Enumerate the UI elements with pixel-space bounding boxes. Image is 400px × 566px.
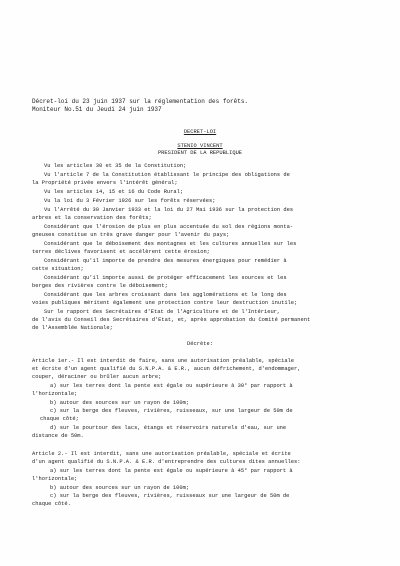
- preamble-line: Considérant qu'il importe de prendre des mesures énergiques pour remédier à: [44, 258, 287, 264]
- article2-item: c) sur la berge des fleuves, rivières, ruisseaux sur une largeur de 50m de: [50, 493, 290, 499]
- article2-item: a) sur les terres dont la pente est égale ou supérieure à 45° par rapport à: [50, 468, 293, 474]
- preamble-line: Vu l'article 7 de la Constitution établissant le principe des obligations de: [44, 172, 290, 178]
- article2-line: l'horizontale;: [32, 476, 78, 482]
- preamble-line: Vu l'Arrêté du 30 Janvier 1933 et la loi du 27 Mai 1936 sur la protection des: [44, 207, 294, 213]
- preamble-line: Considérant que les arbres croissant dans les agglomérations et le long des: [44, 292, 287, 298]
- article1-line: Article 1er.- Il est interdit de faire, sans une autorisation préalable, spéciale: [32, 358, 295, 364]
- article2-line: Article 2.- Il est interdit, sans une autorisation préalable, spéciale et écrite: [32, 451, 291, 457]
- preamble-line: voies publiques méritent également une protection contre leur destruction inutile;: [32, 300, 298, 306]
- preamble-line: terres déclives favorisent et accélèrent cette érosion;: [32, 249, 210, 255]
- article1-item: d) sur le pourtour des lacs, étangs et réservoirs naturels d'eau, sur une: [50, 425, 287, 431]
- article1-line: couper, déraciner ou brûler aucun arbre;: [32, 374, 162, 380]
- article1-line: et écrite d'un agent qualifié du S.N.P.A. & E.R., aucun défrichement, d'endommager,: [32, 366, 301, 372]
- president-office: PRESIDENT DE LA REPUBLIQUE: [157, 150, 243, 156]
- preamble-line: la Propriété privée envers l'intérêt général;: [32, 180, 178, 186]
- preamble-line: de l'avis du Conseil des Secrétaires d'Etat, et, après approbation du Comité permanent: [32, 317, 311, 323]
- article2-line: d'un agent qualifié du S.N.P.A. & E.R. d'entreprendre des cultures dites annuelles:: [32, 459, 301, 465]
- preamble-line: Considérant que l'érosion de plus en plus accentuée du sol des régions monta-: [44, 224, 294, 230]
- decrete-heading: Décrète:: [187, 341, 213, 347]
- preamble-line: Vu les articles 14, 15 et 16 du Code Rural;: [44, 189, 184, 195]
- preamble-line: berges des rivières contre le déboisement;: [32, 283, 168, 289]
- article1-item: a) sur les terres dont la pente est égale ou supérieure à 30° par rapport à: [50, 383, 293, 389]
- article1-item: c) sur la berge des fleuves, rivières, ruisseaux, sur une largeur de 50m de: [50, 408, 293, 414]
- article2-line: chaque côté.: [32, 501, 71, 507]
- header-decree-line: Décret-loi du 23 juin 1937 sur la réglementation des forêts.: [32, 98, 249, 105]
- article1-line: l'horizontale;: [32, 391, 78, 397]
- decree-title: DECRET-LOI: [183, 129, 217, 135]
- preamble-line: arbres et la conservation des forêts;: [32, 215, 152, 221]
- article1-line: chaque côté;: [40, 416, 79, 422]
- preamble-line: Vu les articles 30 et 35 de la Constitution;: [44, 163, 187, 169]
- article1-line: distance de 50m.: [32, 433, 84, 439]
- preamble-line: Vu la loi du 3 Février 1926 sur les forêts réservées;: [44, 198, 216, 204]
- preamble-line: cette situation;: [32, 266, 84, 272]
- header-moniteur-line: Moniteur No.51 du Jeudi 24 juin 1937: [32, 106, 162, 113]
- preamble-line: gneuses constitue un très grave danger pour l'avenir du pays;: [32, 232, 230, 238]
- preamble-line: Sur le rapport des Secrétaires d'Etat de l'Agriculture et de l'Intérieur,: [44, 309, 281, 315]
- preamble-line: Considérant que le déboisement des montagnes et les cultures annuelles sur les: [44, 241, 297, 247]
- preamble-line: Considérant qu'il importe aussi de protéger efficacement les sources et les: [44, 275, 287, 281]
- article1-item: b) autour des sources sur un rayon de 100m;: [50, 400, 190, 406]
- article2-item: b) autour des sources sur un rayon de 100m;: [50, 485, 190, 491]
- president-name: STENIO VINCENT: [177, 143, 223, 149]
- preamble-line: de l'Assemblée Nationale;: [32, 325, 113, 331]
